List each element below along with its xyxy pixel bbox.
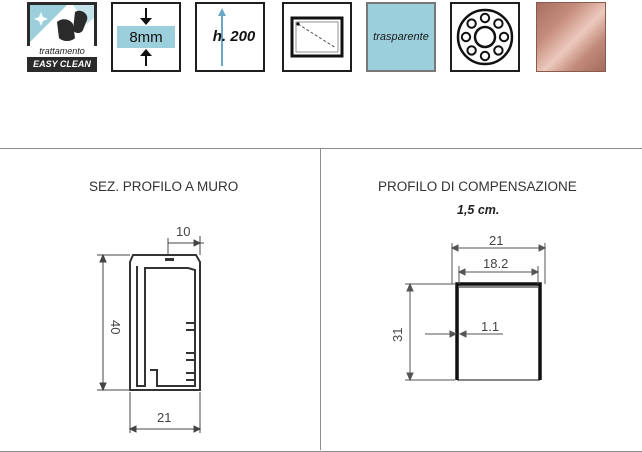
height-label: h. 200 [212,28,256,45]
comp-dim-outer-width: 21 [489,233,504,248]
feature-icon-row [0,0,642,80]
comp-dim-height: 31 [390,327,405,342]
wall-dim-top: 10 [176,224,191,239]
easy-clean-line2: EASY CLEAN [33,59,91,69]
wall-dim-bottom: 21 [157,410,172,425]
bearing-tile [450,2,520,72]
comp-profile-subtitle: 1,5 cm. [457,203,500,217]
frame-profile-tile [282,2,352,72]
thickness-label: 8mm [129,29,163,46]
wall-profile-drawing [0,148,320,450]
copper-finish-swatch [536,2,606,72]
glass-thickness-tile [111,2,181,72]
glass-label: trasparente [373,31,429,43]
wall-profile-shape [130,255,200,390]
comp-dim-wall: 1.1 [481,319,500,334]
comp-profile-title: PROFILO DI COMPENSAZIONE [378,179,577,194]
comp-profile-drawing [321,148,642,450]
height-tile [195,2,265,72]
transparent-glass-tile [366,2,436,72]
bearing-roller-icon [452,4,518,70]
wall-dim-height: 40 [108,320,123,335]
frame-profile-icon [284,4,350,70]
comp-dim-inner-width: 18.2 [483,256,509,271]
easy-clean-tile [27,2,97,72]
wall-profile-title: SEZ. PROFILO A MURO [89,179,239,194]
easy-clean-line1: trattamento [27,46,97,57]
